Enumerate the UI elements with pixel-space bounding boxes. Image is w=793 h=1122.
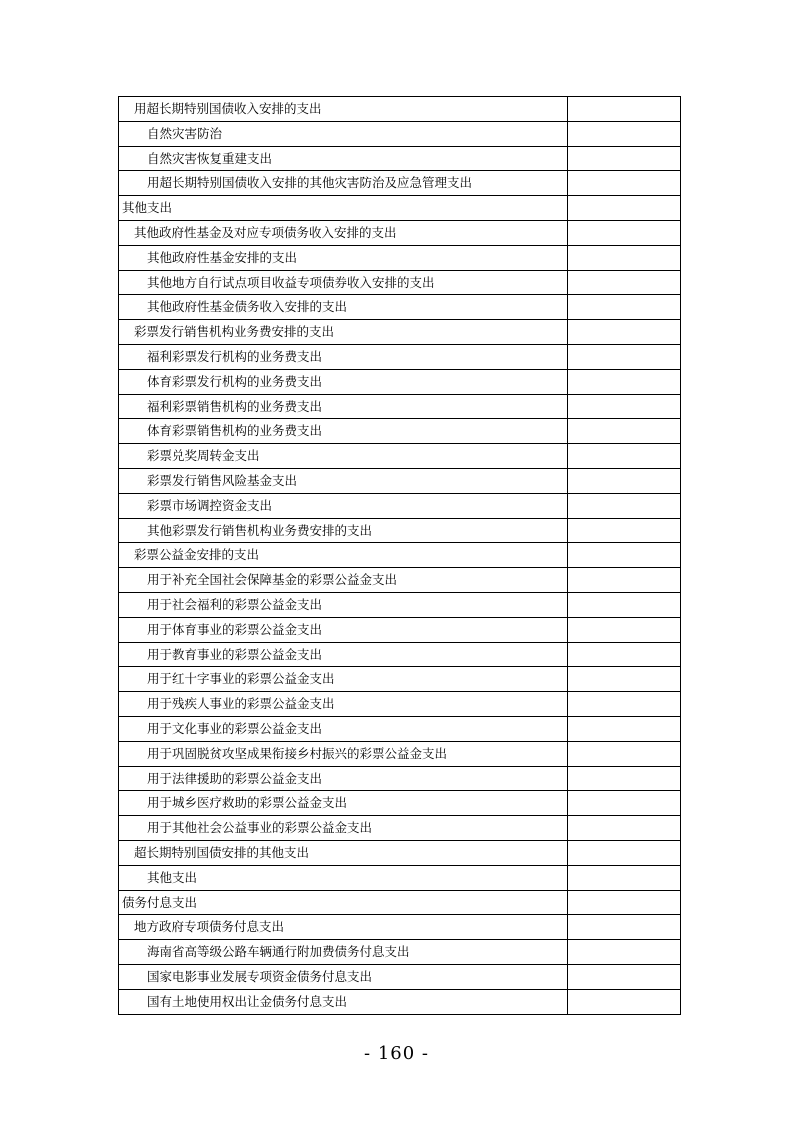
- row-label: 国有土地使用权出让金债务付息支出: [119, 990, 568, 1015]
- row-label: 用于文化事业的彩票公益金支出: [119, 717, 568, 741]
- row-value: [568, 246, 680, 270]
- row-label: 用超长期特别国债收入安排的其他灾害防治及应急管理支出: [119, 171, 568, 195]
- table-row: [119, 196, 680, 221]
- row-label: 用于教育事业的彩票公益金支出: [119, 643, 568, 667]
- table-row: [119, 891, 680, 916]
- row-label: 用超长期特别国债收入安排的支出: [119, 97, 568, 121]
- table-row: [119, 692, 680, 717]
- row-value: [568, 643, 680, 667]
- row-value: [568, 295, 680, 319]
- page-number: - 160 -: [364, 1043, 429, 1064]
- table-row: [119, 97, 680, 122]
- row-label: 其他彩票发行销售机构业务费安排的支出: [119, 519, 568, 543]
- row-label: 国家电影事业发展专项资金债务付息支出: [119, 965, 568, 989]
- table-row: [119, 494, 680, 519]
- row-label: 用于补充全国社会保障基金的彩票公益金支出: [119, 568, 568, 592]
- row-label: 彩票发行销售机构业务费安排的支出: [119, 320, 568, 344]
- table-row: [119, 816, 680, 841]
- row-value: [568, 667, 680, 691]
- row-label: 彩票公益金安排的支出: [119, 543, 568, 567]
- row-value: [568, 915, 680, 939]
- row-value: [568, 345, 680, 369]
- table-row: [119, 419, 680, 444]
- table-row: [119, 295, 680, 320]
- row-label: 债务付息支出: [119, 891, 568, 915]
- row-value: [568, 692, 680, 716]
- table-row: [119, 593, 680, 618]
- row-value: [568, 395, 680, 419]
- row-label: 体育彩票销售机构的业务费支出: [119, 419, 568, 443]
- table-row: [119, 990, 680, 1015]
- row-value: [568, 519, 680, 543]
- row-value: [568, 717, 680, 741]
- row-value: [568, 841, 680, 865]
- table-row: [119, 866, 680, 891]
- row-label: 用于城乡医疗救助的彩票公益金支出: [119, 791, 568, 815]
- row-value: [568, 221, 680, 245]
- row-label: 海南省高等级公路车辆通行附加费债务付息支出: [119, 940, 568, 964]
- row-value: [568, 419, 680, 443]
- row-value: [568, 147, 680, 171]
- row-label: 用于社会福利的彩票公益金支出: [119, 593, 568, 617]
- table-row: [119, 221, 680, 246]
- row-value: [568, 940, 680, 964]
- row-label: 用于其他社会公益事业的彩票公益金支出: [119, 816, 568, 840]
- row-value: [568, 271, 680, 295]
- row-value: [568, 767, 680, 791]
- table-row: [119, 519, 680, 544]
- table-row: [119, 271, 680, 296]
- row-value: [568, 171, 680, 195]
- row-label: 用于残疾人事业的彩票公益金支出: [119, 692, 568, 716]
- table-row: [119, 444, 680, 469]
- row-value: [568, 122, 680, 146]
- table-row: [119, 841, 680, 866]
- row-label: 其他政府性基金及对应专项债务收入安排的支出: [119, 221, 568, 245]
- row-label: 用于体育事业的彩票公益金支出: [119, 618, 568, 642]
- row-label: 其他政府性基金安排的支出: [119, 246, 568, 270]
- row-label: 其他地方自行试点项目收益专项债券收入安排的支出: [119, 271, 568, 295]
- row-label: 福利彩票发行机构的业务费支出: [119, 345, 568, 369]
- table-row: [119, 469, 680, 494]
- row-label: 用于巩固脱贫攻坚成果衔接乡村振兴的彩票公益金支出: [119, 742, 568, 766]
- row-value: [568, 742, 680, 766]
- row-value: [568, 320, 680, 344]
- table-row: [119, 717, 680, 742]
- table-row: [119, 543, 680, 568]
- row-label: 其他支出: [119, 866, 568, 890]
- row-label: 自然灾害防治: [119, 122, 568, 146]
- row-value: [568, 494, 680, 518]
- table-row: [119, 940, 680, 965]
- table-row: [119, 915, 680, 940]
- table-row: [119, 965, 680, 990]
- row-value: [568, 543, 680, 567]
- table-row: [119, 395, 680, 420]
- table-row: [119, 246, 680, 271]
- row-value: [568, 593, 680, 617]
- row-label: 其他政府性基金债务收入安排的支出: [119, 295, 568, 319]
- table-row: [119, 345, 680, 370]
- row-label: 其他支出: [119, 196, 568, 220]
- row-label: 用于红十字事业的彩票公益金支出: [119, 667, 568, 691]
- table-row: [119, 643, 680, 668]
- row-value: [568, 990, 680, 1015]
- row-label: 福利彩票销售机构的业务费支出: [119, 395, 568, 419]
- row-value: [568, 866, 680, 890]
- row-value: [568, 370, 680, 394]
- table-row: [119, 320, 680, 345]
- expenditure-table: [118, 96, 681, 1015]
- row-label: 自然灾害恢复重建支出: [119, 147, 568, 171]
- row-label: 地方政府专项债务付息支出: [119, 915, 568, 939]
- row-label: 彩票兑奖周转金支出: [119, 444, 568, 468]
- table-row: [119, 122, 680, 147]
- row-label: 超长期特别国债安排的其他支出: [119, 841, 568, 865]
- row-label: 彩票发行销售风险基金支出: [119, 469, 568, 493]
- row-value: [568, 469, 680, 493]
- row-value: [568, 791, 680, 815]
- table-row: [119, 791, 680, 816]
- row-value: [568, 196, 680, 220]
- row-value: [568, 568, 680, 592]
- row-label: 体育彩票发行机构的业务费支出: [119, 370, 568, 394]
- row-value: [568, 891, 680, 915]
- row-value: [568, 444, 680, 468]
- row-value: [568, 97, 680, 121]
- row-value: [568, 965, 680, 989]
- table-row: [119, 667, 680, 692]
- row-label: 彩票市场调控资金支出: [119, 494, 568, 518]
- table-row: [119, 568, 680, 593]
- table-row: [119, 171, 680, 196]
- table-row: [119, 618, 680, 643]
- row-value: [568, 618, 680, 642]
- table-row: [119, 767, 680, 792]
- row-label: 用于法律援助的彩票公益金支出: [119, 767, 568, 791]
- table-row: [119, 147, 680, 172]
- table-row: [119, 742, 680, 767]
- row-value: [568, 816, 680, 840]
- table-row: [119, 370, 680, 395]
